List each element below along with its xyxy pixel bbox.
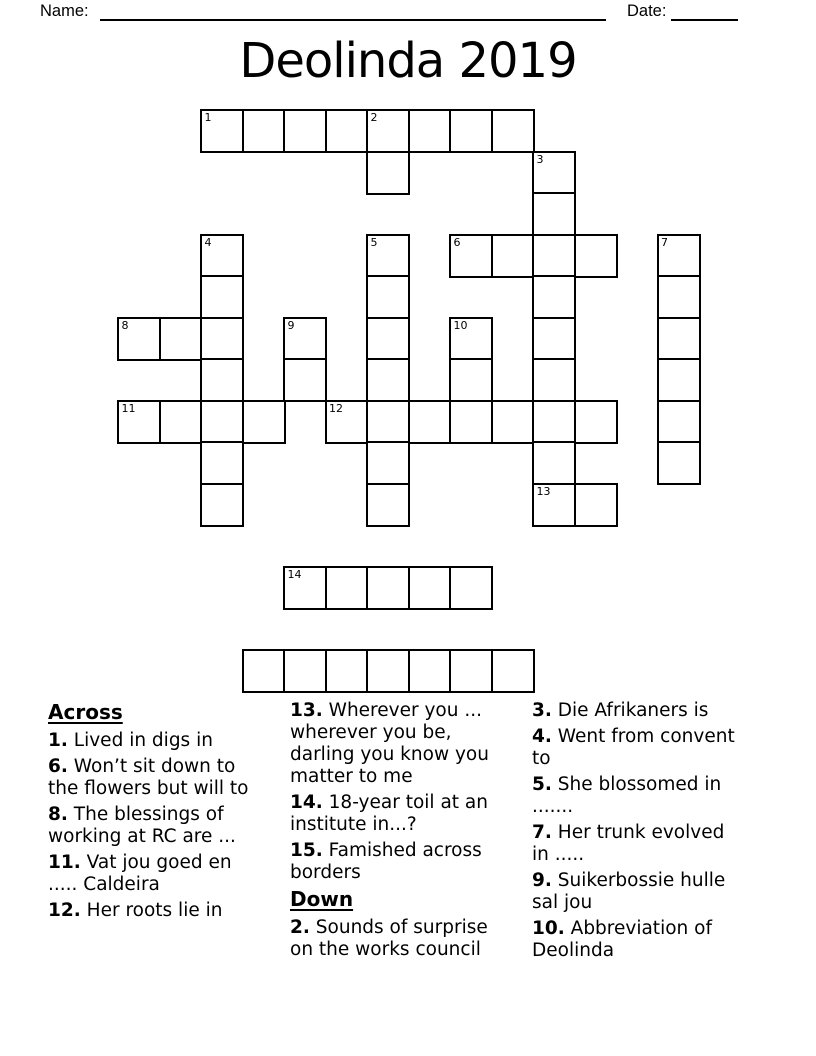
grid-cell[interactable] [657,358,701,402]
grid-cell[interactable] [200,234,244,278]
name-label: Name: [40,2,89,20]
clue-item [48,756,258,800]
grid-cell[interactable] [532,483,576,527]
clue-item [532,870,742,914]
clue-number: 6. [48,756,68,777]
grid-cell[interactable] [283,649,327,693]
grid-cell[interactable] [532,192,576,236]
cell-number: 2 [370,111,378,124]
clue-item [532,700,742,722]
grid-cell[interactable] [449,566,493,610]
grid-cell[interactable] [574,483,618,527]
down-heading: Down [290,887,354,911]
grid-cell[interactable] [242,109,286,153]
grid-cell[interactable] [491,109,535,153]
grid-cell[interactable] [449,358,493,402]
cell-number: 4 [204,235,212,249]
clue-text: Vat jou goed en ..... Caldeira [48,852,232,895]
cell-number: 3 [536,152,544,166]
grid-cell[interactable] [408,109,452,153]
clue-text: Abbreviation of Deolinda [532,918,712,961]
grid-cell[interactable] [408,649,452,693]
grid-cell[interactable] [532,441,576,485]
clue-number: 2. [290,917,310,938]
clue-text: Wherever you ... wherever you be, darling you know you matter to me [290,700,489,787]
grid-cell[interactable] [117,317,161,361]
grid-cell[interactable] [532,358,576,402]
clue-text: The blessings of working at RC are ... [48,804,236,847]
grid-cell[interactable] [200,317,244,361]
clue-number: 9. [532,870,552,891]
grid-cell[interactable] [366,151,410,195]
grid-cell[interactable] [574,234,618,278]
grid-cell[interactable] [449,317,493,361]
cell-number: 5 [370,235,378,249]
clue-item [48,730,258,752]
grid-cell[interactable] [366,275,410,319]
clue-item [290,700,510,788]
cell-number: 10 [453,318,468,332]
grid-cell[interactable] [366,358,410,402]
across-heading: Across [48,700,123,724]
clue-number: 3. [532,700,552,721]
clue-text: Suikerbossie hulle sal jou [532,870,726,913]
clue-number: 15. [290,840,323,861]
grid-cell[interactable] [532,317,576,361]
grid-cell[interactable] [200,275,244,319]
grid-cell[interactable] [200,400,244,444]
clue-number: 14. [290,792,323,813]
clue-number: 8. [48,804,68,825]
grid-cell[interactable] [491,400,535,444]
cell-number: 8 [121,318,129,332]
grid-cell[interactable] [366,400,410,444]
grid-cell[interactable] [283,566,327,610]
clue-text: Famished across borders [290,840,482,883]
grid-cell[interactable] [657,234,701,278]
clue-column-2 [290,700,510,965]
grid-cell[interactable] [532,275,576,319]
clue-item [532,918,742,962]
grid-cell[interactable] [283,317,327,361]
clue-column-1 [48,700,258,926]
grid-cell[interactable] [366,649,410,693]
cell-number: 1 [204,111,212,124]
grid-cell[interactable] [242,400,286,444]
clue-number: 13. [290,700,323,721]
clue-text: Won’t sit down to the flowers but will to [48,756,249,799]
clue-item [532,726,742,770]
grid-cell[interactable] [532,234,576,278]
clue-number: 5. [532,774,552,795]
grid-cell[interactable] [366,566,410,610]
grid-cell[interactable] [325,566,369,610]
clue-item [290,840,510,884]
grid-cell[interactable] [366,234,410,278]
grid-cell[interactable] [366,441,410,485]
grid-cell[interactable] [491,234,535,278]
clue-number: 4. [532,726,552,747]
clue-text: Her roots lie in [80,900,223,921]
grid-cell[interactable] [159,317,203,361]
clue-item [48,804,258,848]
clue-item [532,774,742,818]
grid-cell[interactable] [449,234,493,278]
cell-number: 7 [661,235,668,249]
grid-cell[interactable] [117,400,161,444]
clue-text: Her trunk evolved in ..... [532,822,725,865]
grid-cell[interactable] [574,400,618,444]
cell-number: 13 [536,484,551,498]
clue-item [532,822,742,866]
clue-number: 10. [532,918,565,939]
grid-cell[interactable] [657,275,701,319]
cell-number: 6 [453,235,461,249]
cell-number: 9 [287,318,295,332]
grid-cell[interactable] [657,400,701,444]
grid-cell[interactable] [325,109,369,153]
clue-text: Lived in digs in [67,730,213,751]
clue-text: 18-year toil at an institute in...? [290,792,488,835]
grid-cell[interactable] [283,109,327,153]
cell-number: 12 [329,401,343,415]
grid-cell[interactable] [325,649,369,693]
cell-number: 14 [287,567,302,581]
grid-cell[interactable] [657,317,701,361]
clue-number: 12. [48,900,81,921]
clue-column-3 [532,700,742,966]
page-title: Deolinda 2019 [239,33,577,89]
clue-number: 7. [532,822,552,843]
grid-cell[interactable] [200,441,244,485]
grid-cell[interactable] [366,109,410,153]
clue-item [290,792,510,836]
grid-cell[interactable] [159,400,203,444]
grid-cell[interactable] [408,566,452,610]
grid-cell[interactable] [449,649,493,693]
grid-cell[interactable] [283,358,327,402]
grid-cell[interactable] [366,483,410,527]
grid-cell[interactable] [200,358,244,402]
grid-cell[interactable] [449,109,493,153]
clue-item [48,852,258,896]
grid-cell[interactable] [242,649,286,693]
cell-number: 11 [121,401,136,415]
grid-cell[interactable] [408,400,452,444]
clue-text: Went from convent to [532,726,735,769]
clue-number: 11. [48,852,81,873]
grid-cell[interactable] [200,109,244,153]
clue-text: She blossomed in ....... [532,774,722,817]
clue-number: 1. [48,730,68,751]
grid-cell[interactable] [491,649,535,693]
grid-cell[interactable] [532,151,576,195]
clue-item [48,900,258,922]
grid-cell[interactable] [532,400,576,444]
grid-cell[interactable] [657,441,701,485]
clue-item [290,917,510,961]
grid-cell[interactable] [449,400,493,444]
grid-cell[interactable] [366,317,410,361]
clue-text: Die Afrikaners is [551,700,709,721]
grid-cell[interactable] [325,400,369,444]
date-label: Date: [627,2,667,20]
grid-cell[interactable] [200,483,244,527]
clue-text: Sounds of surprise on the works council [290,917,488,960]
